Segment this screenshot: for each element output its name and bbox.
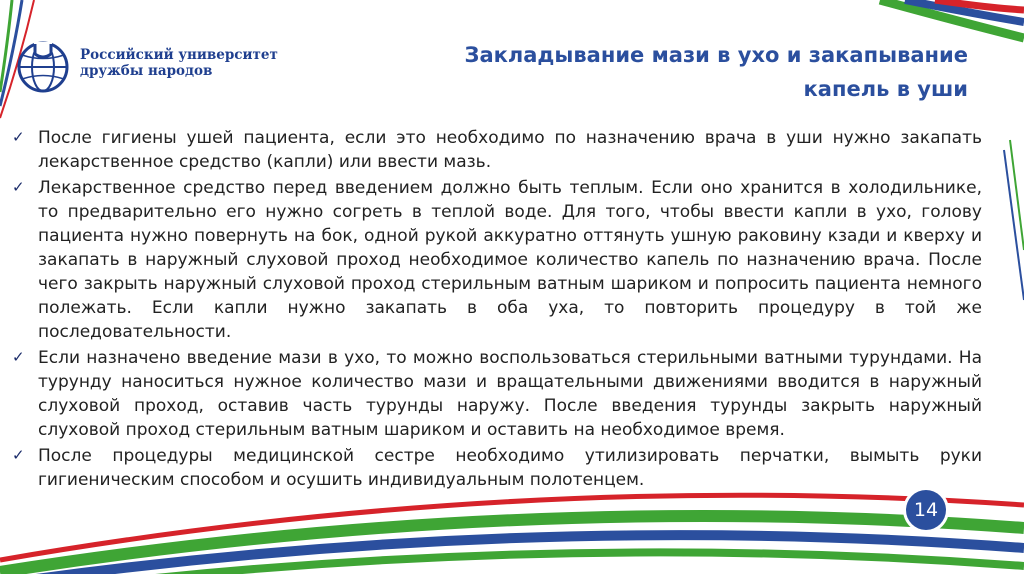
bullet-item: [12, 126, 982, 174]
bullet-item: [12, 176, 982, 344]
check-icon: ✓: [12, 179, 25, 196]
check-icon: ✓: [12, 349, 25, 366]
page-number-badge: 14: [906, 490, 946, 530]
logo-text: [80, 47, 290, 79]
check-icon: ✓: [12, 447, 25, 464]
logo-line-2: дружбы народов: [80, 63, 213, 79]
bullet-text: Если назначено введение мази в ухо, то можно воспользоваться стерильными ватными турундами. На турунду наноситься нужное количество мази и вращательными движениями вводится в наружный слуховой проход, оставив часть турунды наружу. После введения турунды закрыть наружный слуховой проход стерильным ватным шариком и оставить на необходимое время.: [38, 348, 982, 440]
bullet-text: После процедуры медицинской сестре необходимо утилизировать перчатки, вымыть руки гигиеническим способом и осушить индивидуальным полотенцем.: [38, 446, 982, 490]
university-logo: [14, 38, 284, 96]
bullet-item: [12, 346, 982, 442]
university-emblem-icon: [14, 38, 72, 96]
slide-title: [368, 38, 968, 106]
logo-line-1: Российский университет: [80, 47, 278, 63]
bullet-text: После гигиены ушей пациента, если это необходимо по назначению врача в уши нужно закапать лекарственное средство (капли) или ввести мазь.: [38, 128, 982, 172]
title-line-2: капель в уши: [803, 77, 968, 101]
bullet-text: Лекарственное средство перед введением должно быть теплым. Если оно хранится в холодильнике, то предварительно его нужно согреть в теплой воде. Для того, чтобы ввести капли в ухо, голову пациента нужно повернуть на бок, одной рукой аккуратно оттянуть ушную раковину кзади и кверху и закапать в наружный слуховой проход необходимое количество капель по назначению врача. После чего закрыть наружный слуховой проход стерильным ватным шариком и попросить пациента немного полежать. Если капли нужно закапать в оба уха, то повторить процедуру в той же последовательности.: [38, 178, 982, 342]
title-line-1: Закладывание мази в ухо и закапывание: [464, 43, 968, 67]
bullet-item: [12, 444, 982, 492]
check-icon: ✓: [12, 129, 25, 146]
bullet-list: [12, 126, 982, 494]
